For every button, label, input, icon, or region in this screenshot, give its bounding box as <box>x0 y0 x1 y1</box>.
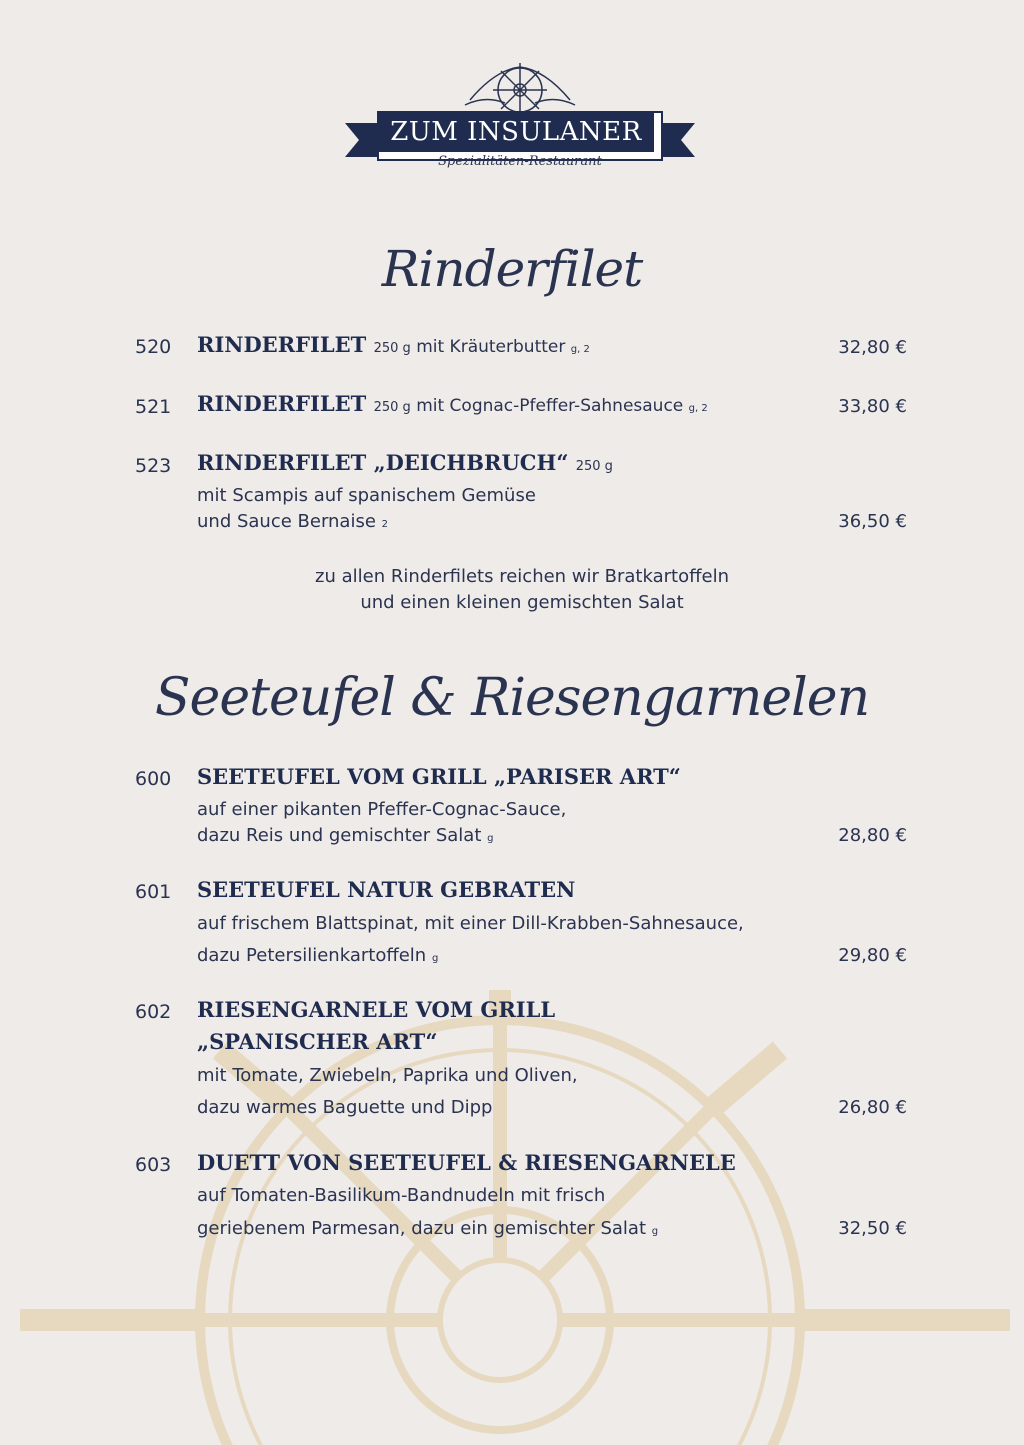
item-name: RINDERFILET 250 g mit Cognac-Pfeffer-Sahnesauce g, 2 <box>197 391 708 416</box>
section-title-rinderfilet: Rinderfilet <box>381 240 643 298</box>
item-name: SEETEUFEL VOM GRILL „PARISER ART“ <box>197 764 681 789</box>
item-name: SEETEUFEL NATUR GEBRATEN <box>197 877 576 902</box>
item-price: 32,80 € <box>838 337 907 358</box>
item-description: auf einer pikanten Pfeffer-Cognac-Sauce, <box>197 799 567 820</box>
item-price: 36,50 € <box>838 511 907 532</box>
brand-tagline: Spezialitäten-Restaurant <box>438 154 602 169</box>
item-number: 601 <box>135 881 172 903</box>
item-number: 520 <box>135 336 172 358</box>
note-line: und einen kleinen gemischten Salat <box>360 592 684 613</box>
item-price: 26,80 € <box>838 1097 907 1118</box>
brand-name: ZUM INSULANER <box>378 112 654 152</box>
item-description: und Sauce Bernaise 2 <box>197 511 389 532</box>
item-description: dazu Reis und gemischter Salat g <box>197 825 494 846</box>
item-price: 28,80 € <box>838 825 907 846</box>
item-number: 523 <box>135 455 172 477</box>
section-title-seeteufel: Seeteufel & Riesengarnelen <box>154 668 870 728</box>
item-description: auf Tomaten-Basilikum-Bandnudeln mit frisch <box>197 1185 606 1206</box>
side-dish-note <box>0 564 1024 616</box>
item-description: dazu warmes Baguette und Dipp <box>197 1097 493 1118</box>
note-line: zu allen Rinderfilets reichen wir Bratkartoffeln <box>315 566 729 587</box>
item-description: dazu Petersilienkartoffeln g <box>197 945 439 966</box>
item-name-line-2: „SPANISCHER ART“ <box>197 1029 438 1054</box>
item-description: mit Tomate, Zwiebeln, Paprika und Oliven, <box>197 1065 578 1086</box>
item-number: 521 <box>135 396 172 418</box>
item-description: mit Scampis auf spanischem Gemüse <box>197 485 536 506</box>
item-name: DUETT VON SEETEUFEL & RIESENGARNELE <box>197 1150 736 1175</box>
item-price: 32,50 € <box>838 1218 907 1239</box>
item-description: geriebenem Parmesan, dazu ein gemischter Salat g <box>197 1218 659 1239</box>
item-name: RINDERFILET „DEICHBRUCH“ 250 g <box>197 450 613 475</box>
item-price: 33,80 € <box>838 396 907 417</box>
item-description: auf frischem Blattspinat, mit einer Dill-Krabben-Sahnesauce, <box>197 913 744 934</box>
item-number: 603 <box>135 1154 172 1176</box>
item-number: 600 <box>135 768 172 790</box>
item-name: RINDERFILET 250 g mit Kräuterbutter g, 2 <box>197 332 590 357</box>
item-price: 29,80 € <box>838 945 907 966</box>
item-name: RIESENGARNELE VOM GRILL <box>197 997 556 1022</box>
item-number: 602 <box>135 1001 172 1023</box>
